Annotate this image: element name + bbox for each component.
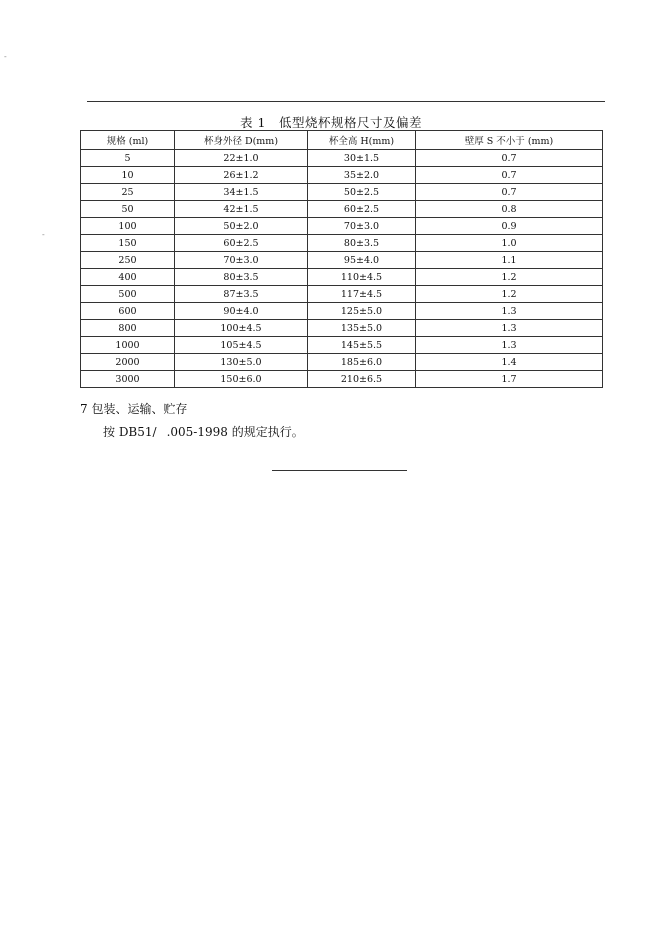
section-body-suffix: .005-1998 的规定执行。 <box>166 425 304 439</box>
header-total-height: 杯全高 H(mm) <box>308 131 416 150</box>
cell-outer-diameter: 87±3.5 <box>175 286 308 303</box>
cell-capacity: 25 <box>81 184 175 201</box>
header-wall-thickness: 壁厚 S 不小于 (mm) <box>416 131 603 150</box>
cell-wall-thickness: 0.8 <box>416 201 603 218</box>
table-row <box>81 354 603 371</box>
header-capacity: 规格 (ml) <box>81 131 175 150</box>
table-body <box>81 150 603 388</box>
cell-outer-diameter: 150±6.0 <box>175 371 308 388</box>
cell-outer-diameter: 70±3.0 <box>175 252 308 269</box>
cell-wall-thickness: 0.7 <box>416 184 603 201</box>
table-row <box>81 337 603 354</box>
table-row <box>81 150 603 167</box>
header-outer-diameter: 杯身外径 D(mm) <box>175 131 308 150</box>
table-row <box>81 252 603 269</box>
cell-capacity: 150 <box>81 235 175 252</box>
cell-outer-diameter: 60±2.5 <box>175 235 308 252</box>
cell-total-height: 50±2.5 <box>308 184 416 201</box>
table-row <box>81 201 603 218</box>
cell-wall-thickness: 1.1 <box>416 252 603 269</box>
margin-mark: - <box>42 230 45 239</box>
section-heading: 7 包装、运输、贮存 <box>80 402 188 416</box>
cell-outer-diameter: 50±2.0 <box>175 218 308 235</box>
section-body <box>103 423 304 440</box>
cell-total-height: 95±4.0 <box>308 252 416 269</box>
cell-capacity: 5 <box>81 150 175 167</box>
table-row <box>81 184 603 201</box>
cell-wall-thickness: 1.0 <box>416 235 603 252</box>
cell-capacity: 500 <box>81 286 175 303</box>
table-row <box>81 235 603 252</box>
cell-wall-thickness: 0.9 <box>416 218 603 235</box>
cell-capacity: 1000 <box>81 337 175 354</box>
cell-wall-thickness: 0.7 <box>416 150 603 167</box>
cell-capacity: 800 <box>81 320 175 337</box>
cell-total-height: 135±5.0 <box>308 320 416 337</box>
cell-outer-diameter: 80±3.5 <box>175 269 308 286</box>
cell-wall-thickness: 1.3 <box>416 320 603 337</box>
cell-total-height: 70±3.0 <box>308 218 416 235</box>
cell-total-height: 185±6.0 <box>308 354 416 371</box>
table-row <box>81 269 603 286</box>
table-title: 表 1 低型烧杯规格尺寸及偏差 <box>240 115 422 130</box>
cell-capacity: 250 <box>81 252 175 269</box>
section-body-prefix: 按 DB51/ <box>103 425 157 439</box>
cell-wall-thickness: 1.3 <box>416 303 603 320</box>
margin-mark: - <box>4 52 7 61</box>
cell-total-height: 125±5.0 <box>308 303 416 320</box>
cell-capacity: 10 <box>81 167 175 184</box>
table-header-row <box>81 131 603 150</box>
cell-wall-thickness: 1.2 <box>416 286 603 303</box>
table-row <box>81 320 603 337</box>
cell-wall-thickness: 1.2 <box>416 269 603 286</box>
cell-outer-diameter: 26±1.2 <box>175 167 308 184</box>
cell-wall-thickness: 1.4 <box>416 354 603 371</box>
table-row <box>81 371 603 388</box>
cell-outer-diameter: 42±1.5 <box>175 201 308 218</box>
cell-total-height: 30±1.5 <box>308 150 416 167</box>
cell-capacity: 600 <box>81 303 175 320</box>
cell-outer-diameter: 90±4.0 <box>175 303 308 320</box>
header-rule <box>87 101 605 102</box>
cell-capacity: 2000 <box>81 354 175 371</box>
cell-wall-thickness: 1.3 <box>416 337 603 354</box>
cell-capacity: 100 <box>81 218 175 235</box>
cell-total-height: 80±3.5 <box>308 235 416 252</box>
cell-total-height: 35±2.0 <box>308 167 416 184</box>
cell-capacity: 3000 <box>81 371 175 388</box>
cell-outer-diameter: 100±4.5 <box>175 320 308 337</box>
end-rule <box>272 470 407 471</box>
cell-total-height: 60±2.5 <box>308 201 416 218</box>
cell-wall-thickness: 1.7 <box>416 371 603 388</box>
cell-total-height: 145±5.5 <box>308 337 416 354</box>
cell-capacity: 400 <box>81 269 175 286</box>
cell-outer-diameter: 34±1.5 <box>175 184 308 201</box>
table-row <box>81 218 603 235</box>
table-row <box>81 303 603 320</box>
cell-total-height: 110±4.5 <box>308 269 416 286</box>
cell-capacity: 50 <box>81 201 175 218</box>
cell-outer-diameter: 22±1.0 <box>175 150 308 167</box>
cell-outer-diameter: 105±4.5 <box>175 337 308 354</box>
spec-table <box>80 130 603 388</box>
cell-outer-diameter: 130±5.0 <box>175 354 308 371</box>
table-row <box>81 167 603 184</box>
cell-wall-thickness: 0.7 <box>416 167 603 184</box>
cell-total-height: 117±4.5 <box>308 286 416 303</box>
cell-total-height: 210±6.5 <box>308 371 416 388</box>
table-row <box>81 286 603 303</box>
